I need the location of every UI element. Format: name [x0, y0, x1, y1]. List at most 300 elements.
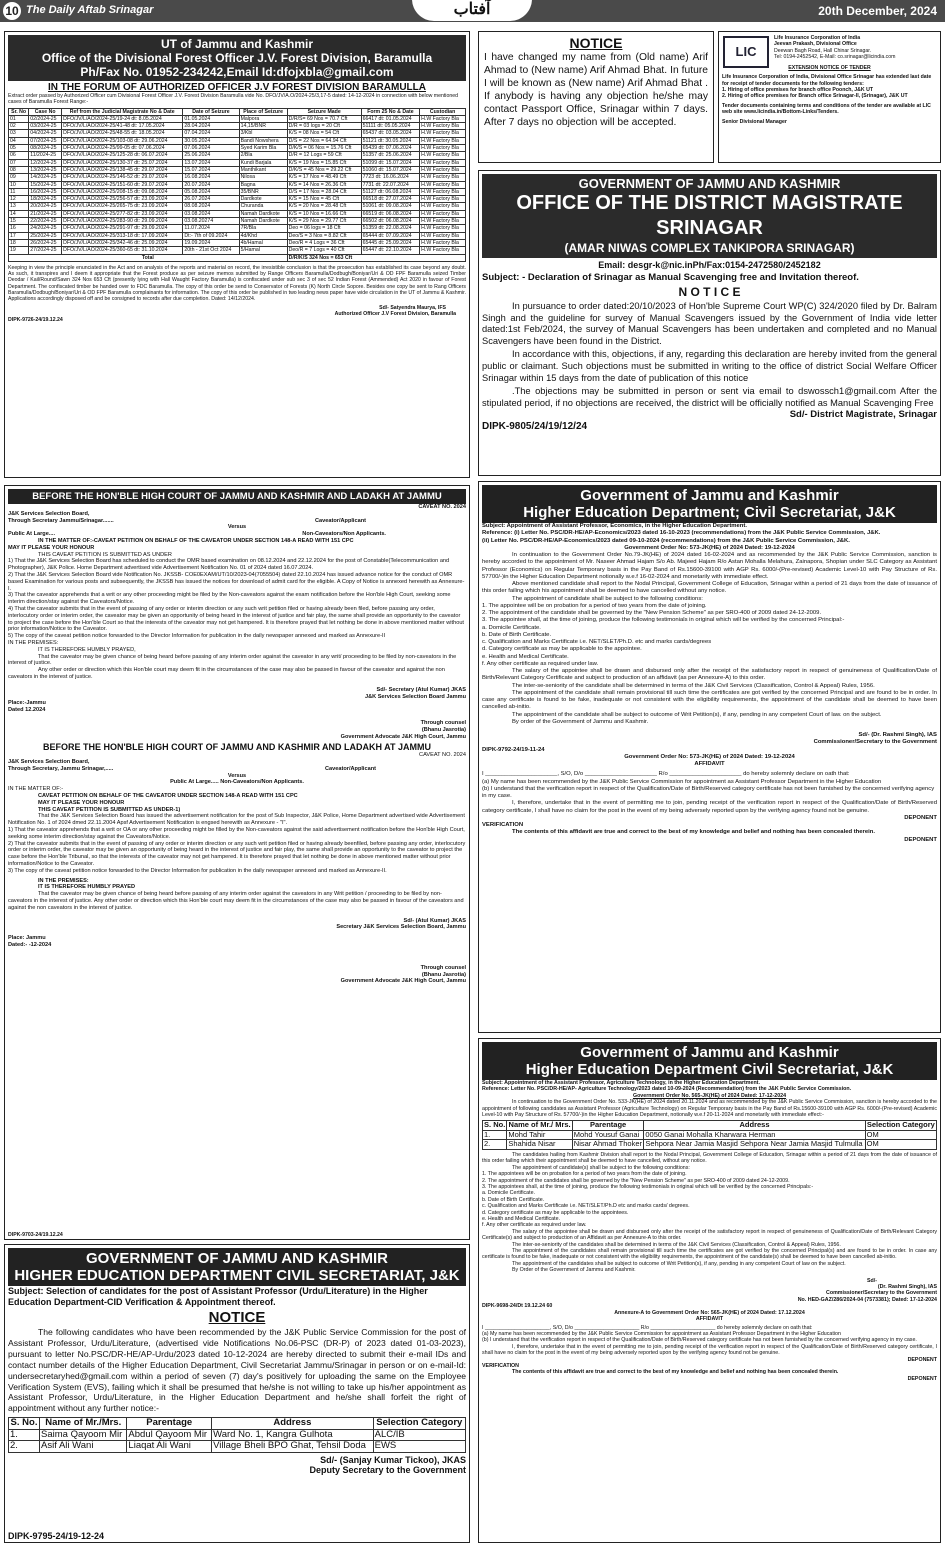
forest-table-cell: 7R/Bla	[239, 225, 287, 232]
he3-table-cell: ALC/IB	[373, 1429, 465, 1441]
forest-table-cell: H.W Factory Bla	[420, 210, 466, 217]
he3-table-cell: Saima Qayoom Mir	[40, 1429, 127, 1441]
forest-table-cell: D/K/S = 06 Nos = 15.76 Cft	[287, 145, 361, 152]
forest-table-cell: H.W Factory Bla	[420, 181, 466, 188]
he2-table-cell: 0050 Ganai Mohalla Kharwara Herman	[644, 1130, 865, 1140]
he1-deponent: DEPONENT	[904, 814, 937, 821]
forest-table-cell: 66417 dt: 01.05.2024	[361, 115, 419, 122]
forest-table-cell: K/S = 14 Nos = 26.36 Cft	[287, 181, 361, 188]
name-change-notice	[478, 31, 714, 163]
forest-table-cell: D/S = 17 Nos = 28.04 Cft	[287, 188, 361, 195]
caveat-p4: 4) That the caveator submits that in the event of passing of any order or interim direction or any such writ petition filed or having already been filed, before passing any order, interlocutory order or interim order, the caveator may be given an opportunity of being heard in the interest of justice and fair play, the same shall provide an opportunity to the caveator to project the case before the Hon'ble Court so that the interests of the caveator may not get hampered. It is therefore prayed that let nothing be done in above mentioned matter without prior information/Notice to the Caveator.	[8, 605, 464, 633]
caveat-party1b: Through Secretary Jammu/Srinagar.......	[8, 517, 114, 524]
caveat-no: CAVEAT NO. 2024	[418, 504, 466, 510]
lic-title: EXTENSION NOTICE OF TENDER	[788, 65, 871, 72]
caveat-counsel2: Government Advocate J&K High Court, Jammu	[340, 733, 466, 740]
forest-table-row	[9, 239, 466, 246]
he3-header	[8, 1248, 466, 1286]
caveat-prayed: IT IS THEREFORE HUMBLY PRAYED,	[38, 646, 136, 653]
forest-table-cell: 22/2024-25	[29, 218, 62, 225]
forest-table-cell: 14	[9, 210, 29, 217]
forest-table-cell: 18	[9, 239, 29, 246]
caveat-please: MAY IT PLEASE YOUR HONOUR	[8, 544, 95, 551]
forest-table-cell: 4b/Hamal	[239, 239, 287, 246]
forest-table-cell: 51111 dt: 05.05.2024	[361, 123, 419, 130]
name-change-title: NOTICE	[569, 35, 623, 51]
forest-header	[8, 35, 466, 81]
lic-item1: 1. Hiring of office premises for branch office Poonch, J&K UT	[722, 87, 874, 94]
he2-banner2: Higher Education Department Civil Secretariat, J&K	[525, 1061, 894, 1078]
he3-sign2: Deputy Secretary to the Government	[309, 1464, 466, 1475]
forest-table-cell: 51121 dt: 30.05.2024	[361, 137, 419, 144]
forest-table-cell: 01	[9, 115, 29, 122]
forest-table-cell: 14,15/BNR	[239, 123, 287, 130]
forest-table-cell: D/K/S = 45 Nos = 29.22 Cft	[287, 166, 361, 173]
forest-table-cell: Deo/S = 3 Nos = 8.82 Cft	[287, 232, 361, 239]
forest-table-cell: K/S = 29 Nos = 29.77 Cft	[287, 218, 361, 225]
he2-deponent2: DEPONENT	[907, 1375, 937, 1382]
forest-table-cell: DFO/JV/L/AO/2024-25/277-82 dt: 23.09.2024	[62, 210, 183, 217]
he2-aff3: (b) I understand that the verification report in respect of the Qualification/Date of Birth/Reserved category certificate has not been furnished by the concerned verifying agency in my case.	[482, 1337, 917, 1344]
dm-sub: (AMAR NIWAS COMPLEX TANKIPORA SRINAGAR)	[564, 241, 855, 255]
dm-notice	[478, 170, 941, 476]
he1-subject: Subject: Appointment of Assistant Professor, Economics, in the Higher Education Department.	[482, 523, 748, 529]
forest-table-cell: 07/2024-25	[29, 137, 62, 144]
forest-table-cell: 51127 dt: 06.08.2024	[361, 188, 419, 195]
caveat-p1: 1) That the J&K Services Selection Board has scheduled to conduct the OMR based examination on 08.12.2024 and 22.12.2024 for the post of Constable(Telecommunication and Photographer), J&K Police. Home Department advertised vide Advertisement Notification No. 01 of 2024 dated 16.07.2024.	[8, 558, 450, 572]
he2-notice	[478, 1038, 941, 1543]
he1-sign1: Sd/- (Dr. Rashmi Singh), IAS	[858, 732, 937, 738]
forest-table-cell: Bandi Nowshera	[239, 137, 287, 144]
forest-table-cell: 12	[9, 196, 29, 203]
he2-table-cell: Nisar Ahmad Thoker	[573, 1139, 643, 1149]
caveat-banner2: BEFORE THE HON'BLE HIGH COURT OF JAMMU AND KASHMIR AND LADAKH AT JAMMU	[43, 742, 431, 753]
forest-table-cell: 11.07.2024	[183, 225, 239, 232]
he3-dipk: DIPK-9795-24/19-12-24	[8, 1531, 105, 1541]
dm-p1: In pursuance to order dated:20/10/2023 of Hon'ble Supreme Court WP(C) 324/2020 filed by Dr. Balram Singh and the guideline for survey of Manual Scavengers issued by the Government of India vide letter dated:1st Feb/2024, the survey of Manual Scavengers has been undertaken and completed and no Manual Scavengers have been found in the District.	[482, 301, 937, 346]
he1-c6: c. Qualification and Marks Certificate i.e. NET/SLET/Ph.D. etc and marks cards/degrees	[482, 639, 712, 645]
forest-table-header-cell: Sr. No	[9, 108, 29, 115]
caveat-party2c: Non-Caveators/Non Applicants.	[302, 531, 386, 538]
he2-c3: 3. The appointees shall, at the time of joining, produce the following testimonials in original which will be verified by the concerned Principals:-	[482, 1183, 814, 1190]
forest-table-cell: Churanda	[239, 203, 287, 210]
forest-table-cell: 03.08.2024	[183, 210, 239, 217]
he2-p6: The appointment of the candidates shall remain provisional till such time the certificates are got verified by the concerned Principal(s) and are found to be in order. In case any certificate is found to be fake, inadequate or not consistent with the eligibility requirements, the appointment of the candidate(s) shall be deemed to have been cancelled ab-initio.	[482, 1248, 937, 1261]
he1-c1: 1. The appointee will be on probation for a period of two years from the date of joining.	[482, 602, 707, 609]
forest-table-cell: 27/2024-25	[29, 247, 62, 254]
he2-table-header-cell: Parentage	[572, 1121, 644, 1131]
forest-table-cell: 16/2024-25	[29, 188, 62, 195]
forest-table-row	[9, 210, 466, 217]
forest-table-cell: H.W Factory Bla	[420, 159, 466, 166]
he3-table-cell: Liaqat Ali Wani	[127, 1441, 212, 1453]
forest-table-cell: DFO/JV/L/AO/2024-25/283-90 dt: 29.09.2024	[62, 218, 183, 225]
forest-table-cell: 16	[9, 225, 29, 232]
he3-table-cell: EWS	[373, 1441, 465, 1453]
he3-table-cell: Ward No. 1, Kangra Gulhota	[212, 1429, 374, 1441]
dm-p2: In accordance with this, objections, if any, regarding this declaration are hereby invited from the general public or claimant. Such objections must be submitted in writing to the office of district Social Welfare Officer Srinagar within 15 days from the date of publication of this notice	[482, 349, 937, 383]
dm-email: Email: desgr-k@nic.inPh/Fax:0154-2472580/2452182	[598, 260, 821, 270]
forest-table-cell: 15.07.2024	[183, 166, 239, 173]
he2-subject: Subject: Appointment of the Assistant Professor, Agriculture Technology, in the Higher Education Department.	[482, 1080, 760, 1086]
lic-sign: Senior Divisional Manager	[722, 119, 787, 126]
forest-table-cell: DFO/JV/L/AO/2024-25/99-05 dt: 07.06.2024	[62, 145, 183, 152]
he2-c7: d. Category certificate as may be applicable to the appointees.	[482, 1209, 629, 1216]
forest-table-row	[9, 181, 466, 188]
he2-ref: Reference: Letter No. PSC/DR-HE/AP- Agriculture Technology/2023 dated 10-09-2024 (Recommendation) from the J&K Public Service Commission.	[482, 1086, 852, 1093]
forest-notice	[4, 31, 470, 478]
he1-banner2: Higher Education Department; Civil Secretariat, J&K	[523, 504, 896, 521]
forest-table-row	[9, 115, 466, 122]
he1-p7: The appointment of the candidate shall be subject to outcome of Writ Petition(s), if any, pending in any competent Court of law. on the subject.	[512, 711, 882, 718]
forest-table-cell: H.W Factory Bla	[420, 123, 466, 130]
he1-c8: e. Health and Medical Certificate.	[482, 653, 569, 660]
forest-table-cell: 03	[9, 130, 29, 137]
he2-table-cell: Shahida Nisar	[507, 1140, 572, 1150]
forest-table-header-cell: Place of Seizure	[239, 108, 287, 115]
forest-table-cell: 19.09.2024	[183, 239, 239, 246]
he3-table-header-cell: Address	[212, 1418, 374, 1430]
caveat-b-prayed: IT IS THEREFORE HUMBLY PRAYED	[38, 884, 136, 891]
caveat-p3: 3) That the caveator apprehends that a writ or any other proceeding might be filed by the Non-caveators against the exam notification before the Hon'ble High Court, seeking some interim direction/stay against the Caveators/Notice.	[8, 592, 451, 606]
forest-table-cell: H.W Factory Bla	[420, 174, 466, 181]
forest-table-cell: Namah Dardkote	[239, 210, 287, 217]
caveat-no2: CAVEAT NO. 2024	[419, 752, 466, 759]
he2-sign4: No. HED-GAZ/286/2024-04 (7573381); Dated: 17-12-2024	[797, 1296, 937, 1303]
forest-table-cell: 20.07.2024	[183, 181, 239, 188]
forest-table-cell: 20th - 21st Oct 2024	[183, 247, 239, 254]
forest-table-cell: H.W Factory Bla	[420, 203, 466, 210]
forest-table-cell: 07	[9, 159, 29, 166]
forest-table-cell: K/S = 10 Nos = 16.66 Cft	[287, 210, 361, 217]
forest-line2: Office of the Divisional Forest Officer J.V. Forest Division, Baramulla	[41, 51, 433, 65]
caveat-b-p1: That the J&K Services Selection Board has issued the advertisement notification for the post of Sub Inspector, J&K Police, Home Department advertised wide Advertisement Notification No. 1 of 2024 dmed 22.11.2004 Apsf Advertisement Notification is engsed herewith as Annexure - "I".	[8, 813, 465, 827]
he2-aff4: I, therefore, undertake that in the event of permitting me to join, pending receipt of the verification report in respect of the Qualification/Date of Birth/Reserved category certificate, I shall have no claim for the post in the event of my being adversely reported upon by the verifying agency found not be genuine.	[482, 1343, 937, 1357]
forest-table-cell: D/R/S= 69 Nos = 70.7 Cft	[287, 115, 361, 122]
caveat-b-matter: IN THE MATTER OF:-	[8, 786, 64, 793]
he2-c5: b. Date of Birth Certificate.	[482, 1196, 545, 1203]
dm-p3: .The objections may be submitted in person or sent via email to dswossch1@gmail.com After the stipulated period, if no objections are received, the district will be officially notified as Manual Scavenging Free	[482, 386, 937, 408]
forest-table-cell: H.W Factory Bla	[420, 166, 466, 173]
forest-table-header-cell: Seizure Made	[287, 108, 361, 115]
forest-table-cell: 5/Hamal	[239, 247, 287, 254]
dm-subject: Subject: - Declaration of Srinagar as Manual Scavenging free and Invitation thereof.	[482, 272, 859, 283]
he2-aff-title: AFFIDAVIT	[695, 1316, 724, 1323]
he2-table-header-cell: Name of Mr./ Mrs.	[508, 1120, 571, 1130]
forest-table-cell: Malpora	[239, 115, 287, 122]
caveat-b-p3: 2) That the caveator submits that in the event of passing of any order or interim direction or any such writ petition filed or having already beenfiled, before passing any order, interlocutory order or interim order, the caveator may be given an opportunity of being heard in the interest of justice and fair play, the same shall provide an opportunity to the caveator to project the case before the Hon'ble Tribunal, so that the interests of the caveator may not get hampered. It is therefore prayed that let nothing be done in above mentioned matter without prior information/Notice to the Caveator.	[8, 840, 466, 868]
forest-table-cell: 10	[9, 181, 29, 188]
forest-table-row	[9, 159, 466, 166]
forest-table-cell: Deo/R = 4 Logs = 36 Cft	[287, 239, 361, 246]
he2-aff2: (a) My name has been recommended by the J&K Public Service Commission for appointment as Assistant Professor Department in the Higher Education	[482, 1330, 841, 1337]
he1-c9: f. Any other certificate as required under law.	[482, 660, 599, 667]
forest-table-cell: K/S = 20 Nos = 28.48 Cft	[287, 203, 361, 210]
forest-table-cell: K/S = 17 Nos = 48.49 Cft	[287, 174, 361, 181]
forest-table-cell: K/S = 08 Nos = 54 Cft	[287, 130, 361, 137]
forest-table-cell: Deo/R = 7 Logs = 40 Cft	[287, 247, 361, 254]
dm-dipk: DIPK-9805/24/19/12/24	[482, 421, 588, 433]
he2-table-cell: Mohd Yousuf Ganai	[572, 1130, 644, 1140]
name-change-body: I have changed my name from (Old name) Arif Ahmad to (New name) Arif Ahmad Bhat. In future I will be known as (New name) Arif Ahmad Bhat . If anybody is having any objection he/she may contact Passport Office, Srinagar within 7 days. After 7 days no objection will be accepted.	[484, 52, 708, 128]
he2-table-cell: 1.	[483, 1130, 507, 1140]
forest-dipk: DIPK-9726-24/19.12.24	[8, 317, 63, 324]
he3-table-cell: Abdul Qayoom Mir	[127, 1429, 212, 1441]
forest-table-cell: 30.05.2024	[183, 137, 239, 144]
forest-table-cell: H.W Factory Bla	[420, 225, 466, 232]
lic-h3: Deewan Bagh Road, Hall Chinar Srinagar.	[774, 47, 872, 54]
caveat-b-through: Through counsel	[420, 964, 466, 971]
dm-notice-title: N O T I C E	[678, 285, 741, 299]
forest-table-cell: DFO/JV/L/AO/2024-25/125-28 dt: 06.07.2024	[62, 152, 183, 159]
lic-h4: Tel: 0194-2452542, E-Mail: co.srinagar@licindia.com	[774, 53, 896, 60]
forest-table-cell: 05.08.2024	[183, 188, 239, 195]
he2-p5: The inter-se-seniority of the candidates shall be determined in terms of the J&K Civil Services (Classification, Control & Appeal) Rules, 1956.	[512, 1241, 841, 1248]
caveat-b-place: Place: Jammu	[8, 935, 46, 942]
lic-h1: Life Insurance Corporation of India	[774, 35, 861, 41]
caveat-notice	[4, 485, 470, 1240]
forest-table-cell: H.W Factory Bla	[420, 137, 466, 144]
forest-table-cell: 08/2024-25	[29, 145, 62, 152]
he3-banner2: HIGHER EDUCATION DEPARTMENT CIVIL SECRETARIAT, J&K	[14, 1267, 460, 1284]
forest-table-cell: H.W Factory Bla	[420, 152, 466, 159]
forest-table-cell: 13.07.2024	[183, 159, 239, 166]
forest-table-header-cell: Case No	[29, 108, 62, 115]
forest-table-cell: 13	[9, 203, 29, 210]
forest-table-cell: 7731 dt: 22.07.2024	[361, 181, 419, 188]
caveat-b-dated: Dated:- -12-2024	[8, 942, 52, 949]
caveat-b-please: MAY IT PLEASE YOUR HONOUR	[38, 799, 125, 806]
lic-h2: Jeevan Prakash, Divisional Office	[774, 41, 857, 48]
forest-sign1: Sd/- Satyendra Maurya, IFS	[379, 304, 446, 311]
forest-table-cell: 06	[9, 152, 29, 159]
he2-c2: 2. The appointment of the candidates shall be governed by the "New Pension Scheme" as per SRO-400 of 2009 dated 24-12-2009.	[482, 1177, 790, 1184]
he1-aff1: I ______________________, S/O, D/o ______________________ R/o ______________________ do hereby solemnly declare on oath that:	[482, 771, 850, 778]
caveat-b-sign1: Sd/- (Atul Kumar) JKAS	[403, 917, 466, 924]
forest-table-header-cell: Ref from the Judicial Magistrate No & Date	[62, 108, 183, 115]
forest-table-cell: 65447 dt: 22.10.2024	[361, 247, 419, 254]
forest-table-cell: 02	[9, 123, 29, 130]
forest-line1: UT of Jammu and Kashmir	[160, 37, 314, 51]
forest-table-cell: DFO/JV/L/AO/2024-25/313-18 dt: 17.09.2024	[62, 232, 183, 239]
he3-banner1: GOVERNMENT OF JAMMU AND KASHMIR	[86, 1250, 388, 1267]
forest-table-cell: 26.07.2024	[183, 196, 239, 203]
caveat-b-party1c: Caveator/Applicant	[325, 765, 376, 772]
forest-table-cell: H.W Factory Bla	[420, 196, 466, 203]
he2-p7: The appointment of the candidates shall be subject to outcome of Writ Petition(s), if any, pending in any competent Court of law on the subject.	[512, 1260, 846, 1267]
he2-order: Government Order No. 565-JK(HE) of 2024 Dated: 17-12-2024	[632, 1092, 787, 1099]
he3-notice	[4, 1244, 470, 1543]
forest-table-cell: 51060 dt: 15.07.2024	[361, 166, 419, 173]
forest-table-cell: 15/2024-25	[29, 181, 62, 188]
forest-total-value: D/R/K/S 324 Nos = 653 Cft	[287, 254, 465, 261]
he1-c5: b. Date of Birth Certificate.	[482, 631, 552, 638]
forest-table-row	[9, 188, 466, 195]
forest-table-cell: Dardkote	[239, 196, 287, 203]
lic-body2: Tender documents containing terms and conditions of the tender are available at LIC web site www.licindia.in/Bottom-Links/Tenders.	[722, 102, 931, 115]
forest-table-cell: 26/2024-25	[29, 239, 62, 246]
masthead	[0, 0, 945, 22]
he1-aff3: (b) I understand that the verification report in respect of the Qualification/Date of Birth/Reserved category certificate has not been furnished by the concerned verifying agency in my case.	[482, 785, 935, 799]
forest-table-cell: 25.06.2024	[183, 152, 239, 159]
forest-table-cell: 07.04.2024	[183, 130, 239, 137]
forest-table-cell: 09	[9, 174, 29, 181]
issue-date: 20th December, 2024	[818, 4, 937, 18]
caveat-b-caveat: CAVEAT PETITION ON BEHALF OF THE CAVEATOR UNDER SECTION 148-A READ WITH 151 CPC	[38, 793, 298, 800]
caveat-b-party1b: Through Secretary, Jammu Srinagar,.....	[8, 765, 114, 772]
lic-body: Life Insurance Corporation of India, Divisional Office Srinagar has extended last date for receipt of tender documents for the following tenders:	[722, 74, 932, 87]
forest-table-cell: Deo = 06 logs = 18 Cft	[287, 225, 361, 232]
caveat-sign1: Sd/- Secretary (Atul Kumar) JKAS	[376, 686, 466, 693]
he3-table	[8, 1417, 466, 1453]
forest-table-cell: 11/2024-25	[29, 152, 62, 159]
caveat-submitted: THIS CAVEAT PETITION IS SUBMITTED AS UNDER	[38, 551, 172, 558]
he1-p5: The inter-se-seniority of the candidate shall be determined in terms of the J&K Civil Services (Classification, Control & Appeal) Rules, 1956.	[512, 682, 875, 689]
he3-table-cell: 2.	[9, 1441, 40, 1453]
he3-table-row	[9, 1441, 466, 1453]
forest-body: Keeping in view the principle enunciated in the Act and on analysis of the reports and material on record, the irresistible conclusion is that the prosecution has established its case beyond any doubt. As such, it transpires and I deem it appropriate that the Forest produce as per seizure memos submitted by Range Officers Baramulla/Dodbugh/Boniyar/Uri & OD FPF Baramulla seized Timber Deodar / Kail/Round/Sawn 324 Nos 653 Cft (presently lying with Hall Waught Factory Baramulla) is confiscated under sub sec 3 of sec 52 Indian Forest (Ammended) Act 2020 in favour of Forest Department. The confiscated timber be handed over to FDC Baramulla. The copy of this order be send to Conservator of Forests (K) North Circle Sopore. Besides one copy be sent to Rang Officers Baramulla/Dodbugh/Boniyar/Uri & OD FPF Baramulla complainants for information. The copy of this order be published in two leading news paper have wide circulation in the UT of Jammu & Kashmir. Applications accordingly disposed off and be consigned to records after due completion. Dated: 14/12/2024.	[8, 264, 466, 303]
forest-table-cell: DFO/JV/L/AO/2024-25/138-45 dt: 29.07.2024	[62, 166, 183, 173]
he2-p8: By Order of the Government of Jammu and Kashmir.	[512, 1267, 636, 1274]
forest-table-cell: 08.08.2024	[183, 203, 239, 210]
lic-notice	[718, 31, 941, 163]
forest-table-cell: 20/2024-25	[29, 203, 62, 210]
forest-table-cell: DFO/JV/L/AO/2024-25/265-75 dt: 23.09.2024	[62, 203, 183, 210]
he1-c2: 2. The appointment of the candidate shall be governed by the "New Pension Scheme" as per SRO-400 of 2009 dated 24-12-2009.	[482, 610, 822, 616]
forest-table-cell: Manthikant	[239, 166, 287, 173]
he1-p1: In continuation to the Government Order No.79-JK(HE) of 2024 dated 16-02-2024 and as recommended by the J&K Public Service Commission, sanction is hereby accorded to the appointment of Mr. Naseer Ahmad Hajam S/o Ab. Majeed Hajam R/o Astan Mohalla Melahura, Zainapora, Shopian under SLC Category as Assistant Professor (Economics) on Regular Temporary basis in the Pay Band of Rs.15600-39100 with AGP Rs. 6000/-(Pre-revised) Academic Level-10 with Pay Structure of Rs. 57700/-)in the Higher Education Department notionally w.e.f 16-02-2024 and monetarily with immediate effect.	[482, 552, 937, 580]
paper-name: The Daily Aftab Srinagar	[26, 4, 154, 16]
forest-table-cell: 16.08.2024	[183, 174, 239, 181]
he1-aff4: I, therefore, undertake that in the event of permitting me to join, pending receipt of the verification report in respect of the Qualification/Date of Birth/Reserved category certificate, I shall have no claim for the post in the event of my being adversely reported upon by the verifying agency found not be genuine.	[482, 800, 937, 814]
forest-table-cell: K/S = 19 Nos = 15.85 Cft	[287, 159, 361, 166]
he2-aff1: I ______________________, S/O, D/o ______________________ R/o ______________________ do hereby solemnly declare on oath that:	[482, 1324, 813, 1331]
forest-table-cell: 51099 dt: 15.07.2024	[361, 159, 419, 166]
forest-table-cell: DFO/JV/L/AO/2024-25/291-97 dt: 29.09.2024	[62, 225, 183, 232]
dm-sign: Sd/- District Magistrate, Srinagar	[789, 409, 937, 421]
he3-table-header-cell: Name of Mr./Mrs.	[40, 1418, 127, 1430]
forest-table-row	[9, 166, 466, 173]
forest-table-cell: Dt:- 7th of 09.2024	[183, 232, 239, 239]
caveat-premises: IN THE PREMISES:	[8, 639, 59, 646]
forest-table-cell: Namah Dardkote	[239, 218, 287, 225]
caveat-p2: 2) That the J&K Services Selection Board vide Notification No. JKSSB- COE0EXAM/UT/10/2023-04(7055504) dated 22.10.2024 has issued advance notice for the conduct of OMR based Examination for various posts and subsequently, the JKSSB has issued the notices for download of admit card for the eligible. A Copy of Notice is annexed herewith as Annexure-I.	[8, 571, 465, 592]
caveat-b-p2: 1) That the caveator apprehends that a writ or OA or any other proceeding might be filled by the Non-caveators against the said advertisement notification before the Hon'ble High Court, seeking some interim direction/stay against the Caveators/Notice.	[8, 827, 465, 840]
forest-table-cell: D/R = 03 logs = 20 Cft	[287, 123, 361, 130]
dm-header	[482, 174, 937, 258]
he3-table-header-cell: S. No.	[9, 1418, 40, 1430]
he2-table	[482, 1120, 937, 1150]
forest-table-cell: 51061 dt: 09.08.2024	[361, 203, 419, 210]
forest-table-cell: 24/2024-25	[29, 225, 62, 232]
forest-table-cell: 15	[9, 218, 29, 225]
forest-table-cell: H.W Factory Bla	[420, 145, 466, 152]
he2-ann: Annexure-A to Government Order No: 565-JK(HE) of 2024 Dated: 17.12.2024	[614, 1309, 805, 1316]
forest-table-cell: 17	[9, 232, 29, 239]
forest-table-cell: 19	[9, 247, 29, 254]
caveat-party2: Public At Large....	[8, 531, 56, 538]
caveat-b-party1: J&K Services Selection Board,	[8, 759, 90, 766]
forest-table-cell: 2/Bla	[239, 152, 287, 159]
caveat-b-p4: 3) The copy of the caveat petition notice forwarded to the Director Information for publication in the daily newspaper annexed and marked as Annexure-II.	[8, 867, 387, 874]
he1-banner1: Government of Jammu and Kashmir	[580, 487, 839, 504]
forest-table-cell: 04	[9, 137, 29, 144]
forest-table-cell: 35/BNR	[239, 188, 287, 195]
forest-table-row	[9, 137, 466, 144]
caveat-party1: J&K Services Selection Board,	[8, 510, 90, 517]
lic-logo: LIC	[723, 36, 769, 68]
forest-table-cell: Syed Karim Bla	[239, 145, 287, 152]
forest-table-cell: Nilosa	[239, 174, 287, 181]
forest-table-cell: D/S = 22 Nos = 64.94 Cft	[287, 137, 361, 144]
he2-c6: c. Qualification and Marks Certificate i.e. NET/SLET/Ph.D etc and marks cards/ degrees.	[482, 1203, 690, 1210]
forest-table-row	[9, 123, 466, 130]
forest-table-cell: D/R = 12 Logs = 59 Cft	[287, 152, 361, 159]
forest-table-cell: DFO/JV/L/AO/2024-25/19-24 dt: 8.05.2024	[62, 115, 183, 122]
forest-table-cell: 66518 dt: 27.07.2024	[361, 196, 419, 203]
forest-table-row	[9, 247, 466, 254]
he1-header	[482, 485, 937, 523]
caveat-b-sign2: Secretary J&K Services Selection Board, Jammu	[336, 924, 466, 931]
he2-table-header-cell: Address	[644, 1121, 865, 1131]
he2-c9: f. Any other certificate as required under law.	[482, 1222, 587, 1229]
forest-table-cell: 08	[9, 166, 29, 173]
he2-dipk: DIPK-9698-24/Dt 19.12.24 60	[482, 1303, 553, 1310]
forest-table-cell: H.W Factory Bla	[420, 247, 466, 254]
lic-item2: 2. Hiring of office premises for Branch office Srinagar-II, (Srinagar), J&K UT	[722, 93, 908, 100]
forest-table-cell: 7723 dt: 16.06.2024	[361, 174, 419, 181]
forest-line3: Ph/Fax No. 01952-234242,Email Id:dfojxbla@gmail.com	[80, 65, 394, 79]
caveat-party1c: Caveator/Applicant	[315, 517, 366, 524]
dm-banner: GOVERNMENT OF JAMMU AND KASHMIR	[578, 176, 841, 191]
caveat-b-premises: IN THE PREMISES:	[38, 877, 89, 884]
forest-table-cell: 65437 dt: 03.05.2024	[361, 130, 419, 137]
caveat-b-p5: That the caveator may be given chance of being heard before passing of any interim order against the caveators in any Writ petition / proceeding to be filed by non-caveators in the interest of justice. Any other order or direction which this Hon'ble court may deem fit in the circumstances of the case may also be passed in favour of the caveators and against the non caveators in the interest of justice.	[8, 891, 464, 911]
he1-p3: The appointment of candidate shall be subject to the following conditions:	[512, 595, 703, 602]
he2-p4: The salary of the appointee shall be drawn and disbursed only after the receipt of the satisfactory report in respect of genuineness of Qualification/Date of Birth/Relevant Category Certificate(s) and subject to production of an Affidavit as per Annexure-A to this order.	[482, 1228, 937, 1242]
forest-table-cell: H.W Factory Bla	[420, 218, 466, 225]
he3-table-cell: Asif Ali Wani	[40, 1441, 127, 1453]
he2-table-cell: OM	[865, 1140, 936, 1150]
forest-total-label: Total	[9, 254, 288, 261]
forest-table-cell: 51357 dt: 25.06.2024	[361, 152, 419, 159]
caveat-b-counsel2: Government Advocate J&K High Court, Jammu	[340, 978, 466, 985]
he3-notice-title: NOTICE	[208, 1309, 266, 1326]
he1-aff5: The contents of this affidavit are true and correct to the best of my knowledge and belief and nothing has been concealed therein.	[512, 829, 875, 836]
he1-aff-title: AFFIDAVIT	[694, 761, 725, 767]
caveat-b-versus: Versus	[227, 772, 247, 779]
he2-table-header-cell: S. No.	[484, 1120, 506, 1130]
he1-ref1: Reference: (i) Letter No. PSC/DR-HE/AP-Economics/2023 dated 16-10-2023 (recommendations) from the J&K Public Service Commission, J&K.	[482, 530, 881, 537]
he3-table-header-cell: Parentage	[127, 1418, 212, 1430]
caveat-matter: IN THE MATTER OF:-CAVEAT PETITION ON BEHALF OF THE CAVEATOR UNDER SECTION 148-A READ WITH 151 CPC	[38, 537, 354, 544]
forest-table-cell: 07.06.2024	[183, 145, 239, 152]
forest-table-row	[9, 232, 466, 239]
he2-verification: VERIFICATION	[482, 1362, 519, 1369]
forest-table-cell: 04/2024-25	[29, 130, 62, 137]
forest-table-cell: 02/2024-25	[29, 115, 62, 122]
forest-table-cell: 4d/Khd	[239, 232, 287, 239]
he2-p1: In continuation to the Government Order No. 533-JK(HE) of 2024 dated 20.11.2024 and as recommended by the J&K Public Service Commission, sanction is hereby accorded to the appointment of following candidates as Assistant Professor (Agriculture Technology) on Regular Temporary basis in the Pay Band of Rs.15600-39100 with AGP Rs. 6000/-(Pre-revised) Academic Level-10 with Pay Structure of Rs. 57700/-)in the Higher Education Department, notionally w.e.f 20-11-2024 and monetarily with immediate effect:-	[482, 1099, 937, 1119]
he2-table-cell: OM	[865, 1130, 936, 1140]
he1-aff-order: Government Order No: 573-JK(HE) of 2024 Dated: 19-12-2024	[624, 753, 795, 760]
he3-sign1: Sd/- (Sanjay Kumar Tickoo), JKAS	[320, 1454, 466, 1465]
he1-order: Government Order No: 573-JK(HE) of 2024 Dated: 19-12-2024	[624, 544, 795, 551]
forest-table-cell: DFO/JV/L/AO/2024-25/360-65 dt: 31.10.2024	[62, 247, 183, 254]
caveat-banner: BEFORE THE HON'BLE HIGH COURT OF JAMMU AND KASHMIR AND LADAKH AT JAMMU	[8, 489, 466, 504]
forest-table-cell: 51359 dt: 22.08.2024	[361, 225, 419, 232]
he1-ref2: (ii) Letter No. PSC/DR-HE/AP-Economics/2023 dated 09-10-2024 (recommendations) from the J&K Public Service Commission, J&K.	[482, 537, 850, 544]
